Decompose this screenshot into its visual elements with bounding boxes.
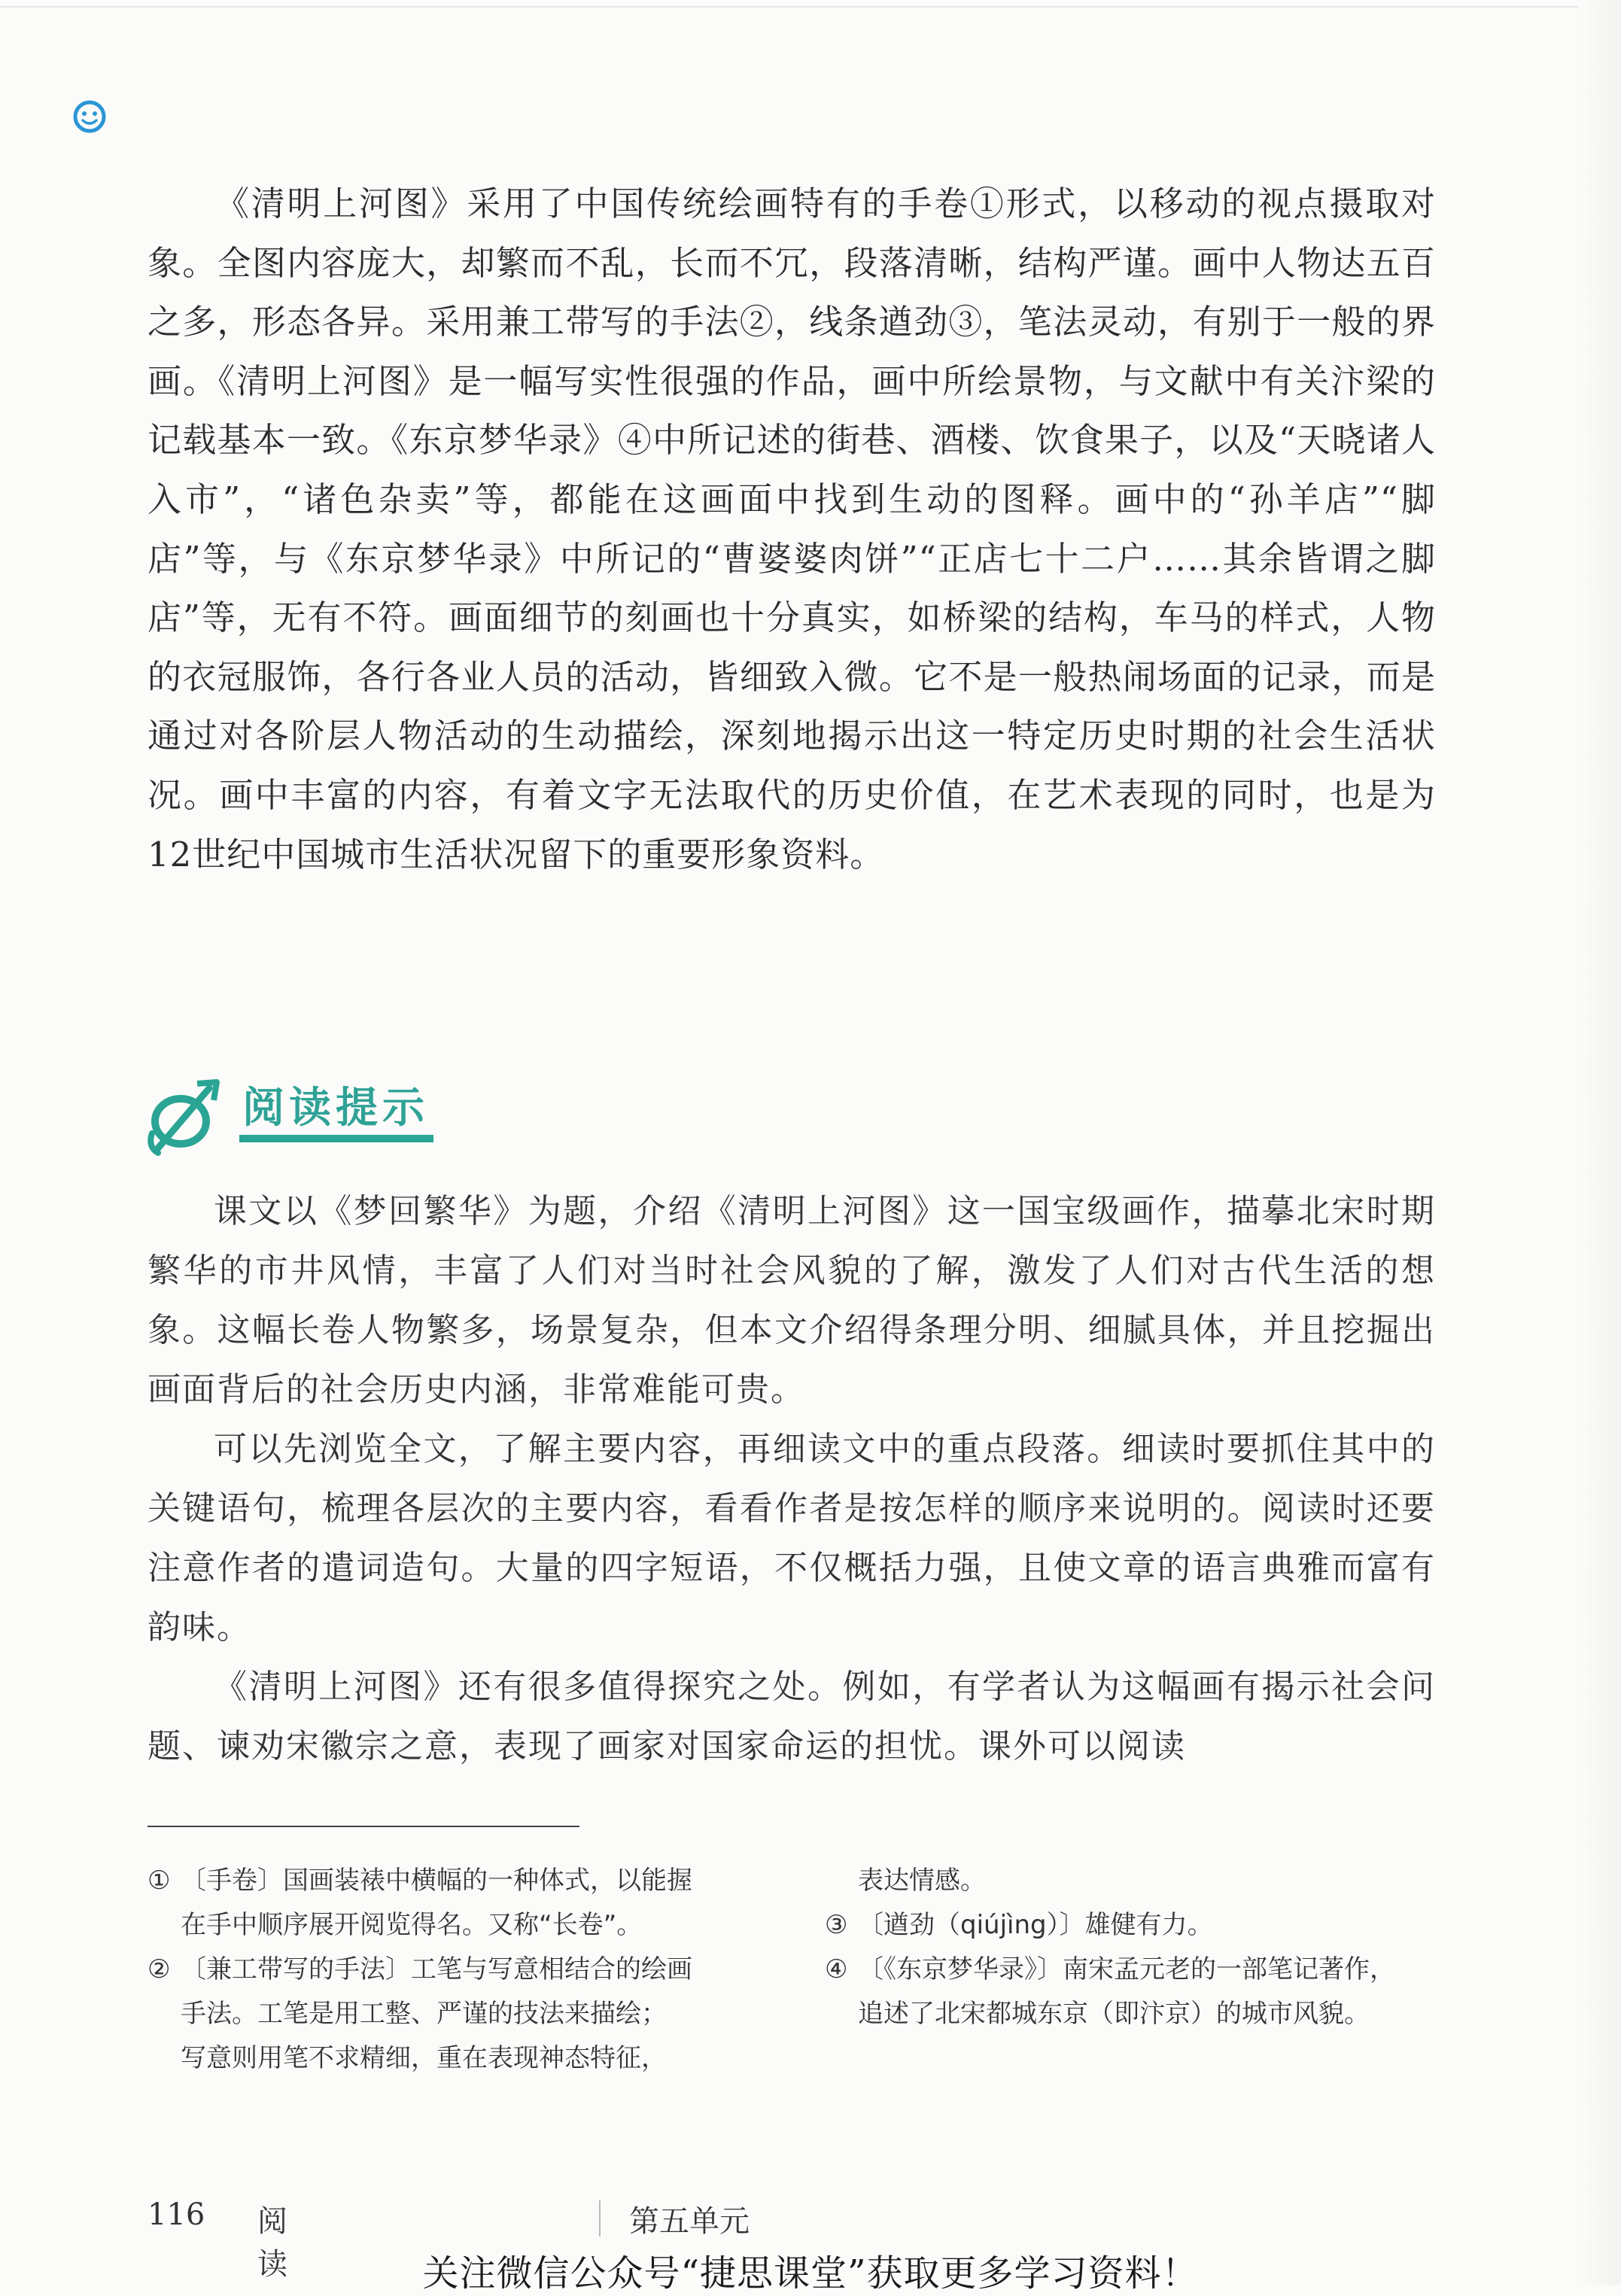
heading-underline — [239, 1135, 433, 1142]
promo-banner: 关注微信公众号“捷思课堂”获取更多学习资料！ — [422, 2252, 1199, 2294]
footnote-number: ④ — [825, 1954, 848, 1984]
footnotes-right-column — [825, 1859, 1449, 2036]
page-number: 116 — [148, 2197, 205, 2232]
footnote-number: ① — [148, 1866, 171, 1896]
reading-tip-block — [148, 1181, 1436, 1776]
footnote-1 — [148, 1859, 787, 1903]
main-paragraph: 《清明上河图》采用了中国传统绘画特有的手卷①形式，以移动的视点摄取对象。全图内容庞大，却繁而不乱，长而不冗，段落清晰，结构严谨。画中人物达五百之多，形态各异。采用兼工带写的手法②，线条遒劲③，笔法灵动，有别于一般的界画。《清明上河图》是一幅写实性很强的作品，画中所绘景物，与文献中有关汴梁的记载基本一致。《东京梦华录》④中所记述的街巷、酒楼、饮食果子，以及“天晓诸人入市”，“诸色杂卖”等，都能在这画面中找到生动的图释。画中的“孙羊店”“脚店”等，与《东京梦华录》中所记的“曹婆婆肉饼”“正店七十二户……其余皆谓之脚店”等，无有不符。画面细节的刻画也十分真实，如桥梁的结构，车马的样式，人物的衣冠服饰，各行各业人员的活动，皆细致入微。它不是一般热闹场面的记录，而是通过对各阶层人物活动的生动描绘，深刻地揭示出这一特定历史时期的社会生活状况。画中丰富的内容，有着文字无法取代的历史价值，在艺术表现的同时，也是为12世纪中国城市生活状况留下的重要形象资料。 — [148, 184, 1436, 874]
top-border — [0, 6, 1621, 8]
tip-paragraph-3: 《清明上河图》还有很多值得探究之处。例如，有学者认为这幅画有揭示社会问题、谏劝宋徽宗之意，表现了画家对国家命运的担忧。课外可以阅读 — [148, 1668, 1436, 1765]
footnote-4 — [825, 1948, 1449, 1992]
footnote-2 — [148, 1948, 787, 1992]
footnote-text: 写意则用笔不求精细，重在表现神态特征， — [181, 2043, 667, 2073]
footnote-text: 〔遒劲（qiújìng）〕雄健有力。 — [858, 1910, 1213, 1940]
footnote-text: 〔手卷〕国画装裱中横幅的一种体式，以能握 — [181, 1866, 692, 1896]
footnote-number: ③ — [825, 1910, 848, 1940]
footnote-divider — [148, 1826, 579, 1827]
tip-paragraph-2: 可以先浏览全文，了解主要内容，再细读文中的重点段落。细读时要抓住其中的关键语句，梳理各层次的主要内容，看看作者是按怎样的顺序来说明的。阅读时还要注意作者的遣词造句。大量的四字短语，不仅概括力强，且使文章的语言典雅而富有韵味。 — [148, 1430, 1436, 1647]
main-paragraph-block — [148, 175, 1436, 884]
footer-divider — [599, 2200, 601, 2237]
smiley-face-icon — [72, 99, 107, 134]
unit-label: 第五单元 — [629, 2204, 750, 2239]
section-label: 阅读 — [257, 2204, 297, 2282]
footnote-number: ② — [148, 1954, 171, 1984]
footnotes-left-column — [148, 1859, 787, 2081]
reading-tip-icon — [144, 1075, 227, 1157]
footnote-3 — [825, 1903, 1449, 1948]
page-edge-shadow — [1579, 0, 1621, 2285]
footnote-text: 〔兼工带写的手法〕工笔与写意相结合的绘画 — [181, 1954, 692, 1984]
footnote-text: 〔《东京梦华录》〕南宋孟元老的一部笔记著作， — [858, 1954, 1395, 1984]
tip-paragraph-1: 课文以《梦回繁华》为题，介绍《清明上河图》这一国宝级画作，描摹北宋时期繁华的市井风情，丰富了人们对当时社会风貌的了解，激发了人们对古代生活的想象。这幅长卷人物繁多，场景复杂，但本文介绍得条理分明、细腻具体，并且挖掘出画面背后的社会历史内涵，非常难能可贵。 — [148, 1192, 1436, 1409]
footnote-text: 手法。工笔是用工整、严谨的技法来描绘； — [181, 1999, 667, 2029]
footnote-text: 在手中顺序展开阅览得名。又称“长卷”。 — [181, 1910, 643, 1940]
footnote-text: 追述了北宋都城东京（即汴京）的城市风貌。 — [858, 1999, 1370, 2029]
footnote-text: 表达情感。 — [858, 1866, 986, 1896]
reading-tip-heading: 阅读提示 — [242, 1084, 429, 1133]
